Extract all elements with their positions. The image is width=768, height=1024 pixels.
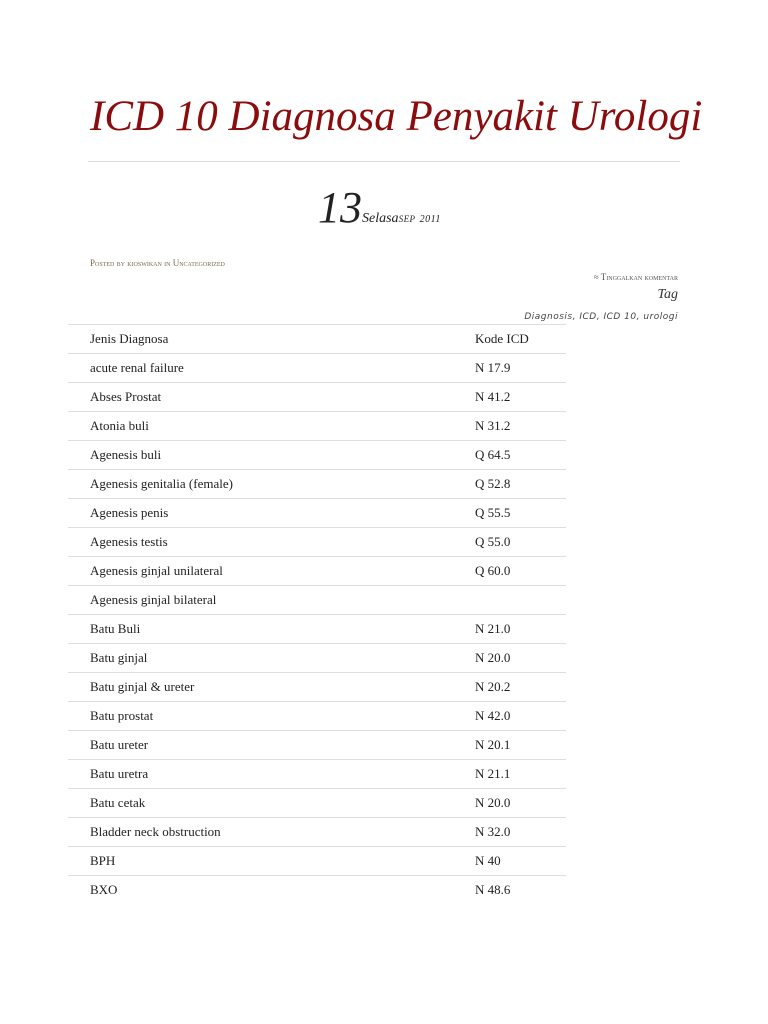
table-row [68, 673, 566, 702]
icd-code-cell: N 21.0 [453, 615, 566, 644]
tag-link[interactable]: ICD 10 [603, 312, 637, 322]
icd-code-cell: N 41.2 [453, 383, 566, 412]
date-month: SEP [398, 214, 416, 224]
diagnosis-cell: Atonia buli [68, 412, 453, 441]
table-row [68, 499, 566, 528]
comment-area [594, 272, 678, 282]
page-title: ICD 10 Diagnosa Penyakit Urologi [90, 93, 703, 140]
diagnosis-cell: Batu Buli [68, 615, 453, 644]
table-row [68, 847, 566, 876]
table-row [68, 731, 566, 760]
icd-code-cell: Q 64.5 [453, 441, 566, 470]
header-diagnosis: Jenis Diagnosa [68, 325, 453, 354]
icd-code-cell: N 17.9 [453, 354, 566, 383]
icd-code-cell: N 40 [453, 847, 566, 876]
diagnosis-cell: BPH [68, 847, 453, 876]
posted-by-label: Posted by [90, 258, 125, 268]
icd-code-cell: N 48.6 [453, 876, 566, 905]
in-label: in [164, 258, 171, 268]
tag-link[interactable]: Diagnosis [524, 312, 573, 322]
diagnosis-cell: Batu cetak [68, 789, 453, 818]
diagnosis-cell: Agenesis penis [68, 499, 453, 528]
table-row [68, 644, 566, 673]
diagnosis-cell: Batu ginjal [68, 644, 453, 673]
icd-table [68, 324, 566, 904]
diagnosis-cell: Agenesis buli [68, 441, 453, 470]
table-row [68, 354, 566, 383]
diagnosis-cell: Agenesis testis [68, 528, 453, 557]
date-day: 13 [318, 183, 362, 232]
header-icd-code: Kode ICD [453, 325, 566, 354]
date-weekday: Selasa [362, 211, 399, 226]
icd-code-cell: Q 55.5 [453, 499, 566, 528]
icd-code-cell: N 20.0 [453, 644, 566, 673]
table-row [68, 441, 566, 470]
table-row [68, 383, 566, 412]
table-row [68, 818, 566, 847]
icd-code-cell [453, 586, 566, 615]
diagnosis-cell: Batu ureter [68, 731, 453, 760]
date-year: 2011 [419, 214, 441, 225]
icd-code-cell: N 32.0 [453, 818, 566, 847]
diagnosis-cell: Batu uretra [68, 760, 453, 789]
icd-code-cell: N 20.0 [453, 789, 566, 818]
table-row [68, 615, 566, 644]
tag-label: Tag [657, 287, 678, 302]
icd-code-cell: N 31.2 [453, 412, 566, 441]
diagnosis-cell: Abses Prostat [68, 383, 453, 412]
diagnosis-cell: Agenesis ginjal bilateral [68, 586, 453, 615]
table-row [68, 876, 566, 905]
table-row [68, 789, 566, 818]
table-row [68, 470, 566, 499]
tag-link[interactable]: ICD [579, 312, 597, 322]
diagnosis-cell: Batu prostat [68, 702, 453, 731]
diagnosis-cell: acute renal failure [68, 354, 453, 383]
table-row [68, 412, 566, 441]
diagnosis-cell: Bladder neck obstruction [68, 818, 453, 847]
leave-comment-link[interactable]: Tinggalkan komentar [600, 272, 678, 282]
diagnosis-cell: Batu ginjal & ureter [68, 673, 453, 702]
table-row [68, 557, 566, 586]
category-link[interactable]: Uncategorized [172, 258, 225, 268]
table-row [68, 760, 566, 789]
icd-code-cell: N 20.2 [453, 673, 566, 702]
post-byline [90, 258, 225, 268]
icd-code-cell: N 20.1 [453, 731, 566, 760]
icd-code-cell: Q 60.0 [453, 557, 566, 586]
icd-code-cell: Q 55.0 [453, 528, 566, 557]
post-date [318, 182, 441, 233]
icd-code-cell: Q 52.8 [453, 470, 566, 499]
table-header-row [68, 325, 566, 354]
table-row [68, 702, 566, 731]
icd-code-cell: N 21.1 [453, 760, 566, 789]
icd-code-cell: N 42.0 [453, 702, 566, 731]
comment-icon: ≈ [593, 272, 599, 282]
diagnosis-cell: BXO [68, 876, 453, 905]
diagnosis-cell: Agenesis ginjal unilateral [68, 557, 453, 586]
tag-link[interactable]: urologi [643, 312, 678, 322]
title-divider [88, 161, 680, 162]
table-row [68, 528, 566, 557]
table-row [68, 586, 566, 615]
tag-list: Diagnosis, ICD, ICD 10, urologi [524, 312, 678, 322]
diagnosis-cell: Agenesis genitalia (female) [68, 470, 453, 499]
author-link[interactable]: kioswikan [127, 258, 162, 268]
